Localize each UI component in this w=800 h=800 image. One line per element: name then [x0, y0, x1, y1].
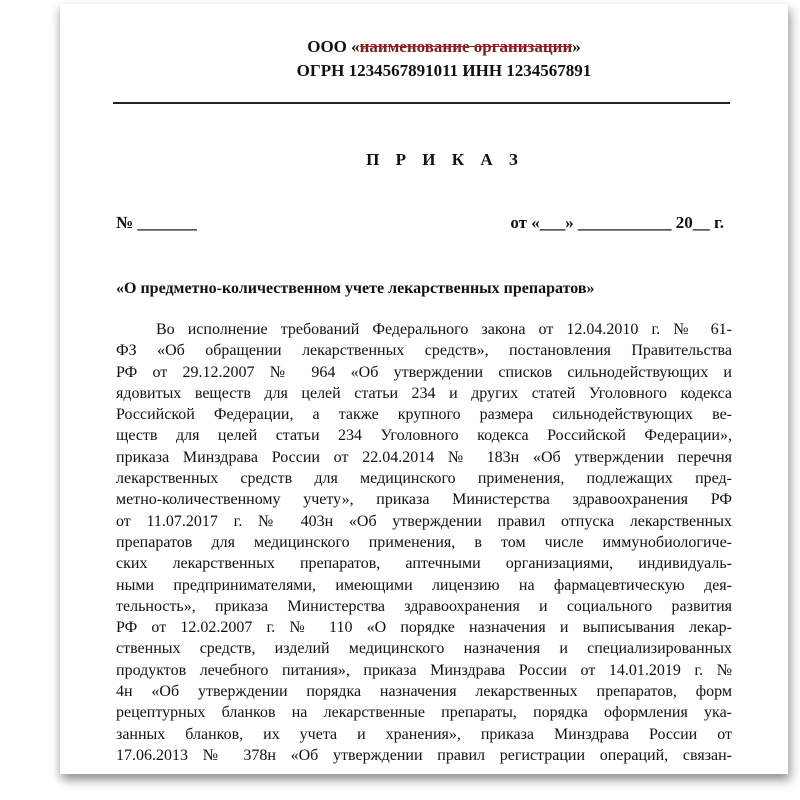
body-line: ными предпринимателями, имеющими лицензию на фармацевтическую дея- [116, 576, 732, 594]
body-line: тельность», приказа Министерства здравоохранения и социального развития [116, 597, 732, 615]
document-page [60, 4, 788, 774]
body-line: продуктов лечебного питания», приказа Минздрава России от 14.01.2019 г. № [116, 661, 732, 679]
body-line: занных бланков, их учета и хранения», приказа Минздрава России от [116, 725, 732, 743]
body-line: ядовитых веществ для целей статьи 234 и других статей Уголовного кодекса [116, 384, 732, 402]
body-line: Во исполнение требований Федерального закона от 12.04.2010 г. № 61- [156, 321, 732, 338]
body-line: Российской Федерации, а также крупного размера сильнодействующих ве- [116, 406, 732, 424]
organization-name-placeholder: наименование организации [359, 37, 573, 56]
body-line: 4н «Об утверждении порядка назначения лекарственных препаратов, форм [116, 683, 732, 701]
document-body [116, 319, 732, 766]
order-date-field: от «___» ___________ 20__ г. [510, 213, 724, 232]
header-divider [113, 102, 730, 104]
body-line: приказа Минздрава России от 22.04.2014 № 183н «Об утверждении перечня [116, 448, 732, 466]
registration-numbers: ОГРН 1234567891011 ИНН 1234567891 [296, 61, 592, 80]
order-number-field: № _______ [116, 213, 197, 232]
body-line: лекарственных средств для медицинского применения, подлежащих пред- [116, 470, 732, 488]
body-line: ществ для целей статьи 234 Уголовного кодекса Российской Федерации», [116, 427, 732, 445]
organization-name-line [60, 36, 788, 58]
body-line: ФЗ «Об обращении лекарственных средств», постановления Правительства [116, 342, 732, 360]
org-prefix: ООО « [307, 37, 360, 56]
body-line: препаратов для медицинского применения, в том числе иммунобиологиче- [116, 533, 732, 551]
body-line: ственных средств, изделий медицинского назначения и специализированных [116, 640, 732, 658]
body-line: РФ от 29.12.2007 № 964 «Об утверждении списков сильнодействующих и [116, 363, 732, 381]
body-line: ских лекарственных препаратов, аптечными организациями, индивидуаль- [116, 555, 732, 573]
order-subject: «О предметно-количественном учете лекарственных препаратов» [116, 280, 595, 297]
body-line: рецептурных бланков на лекарственные препараты, порядка оформления ука- [116, 704, 732, 722]
org-suffix: » [572, 37, 581, 56]
body-line: от 11.07.2017 г. № 403н «Об утверждении правил отпуска лекарственных [116, 512, 732, 530]
body-line: РФ от 12.02.2007 г. № 110 «О порядке назначения и выписывания лекар- [116, 619, 732, 637]
document-title: П Р И К А З [366, 150, 524, 169]
body-line: метно-количественному учету», приказа Министерства здравоохранения РФ [116, 491, 732, 509]
body-line: 17.06.2013 № 378н «Об утверждении правил регистрации операций, связан- [116, 746, 732, 764]
